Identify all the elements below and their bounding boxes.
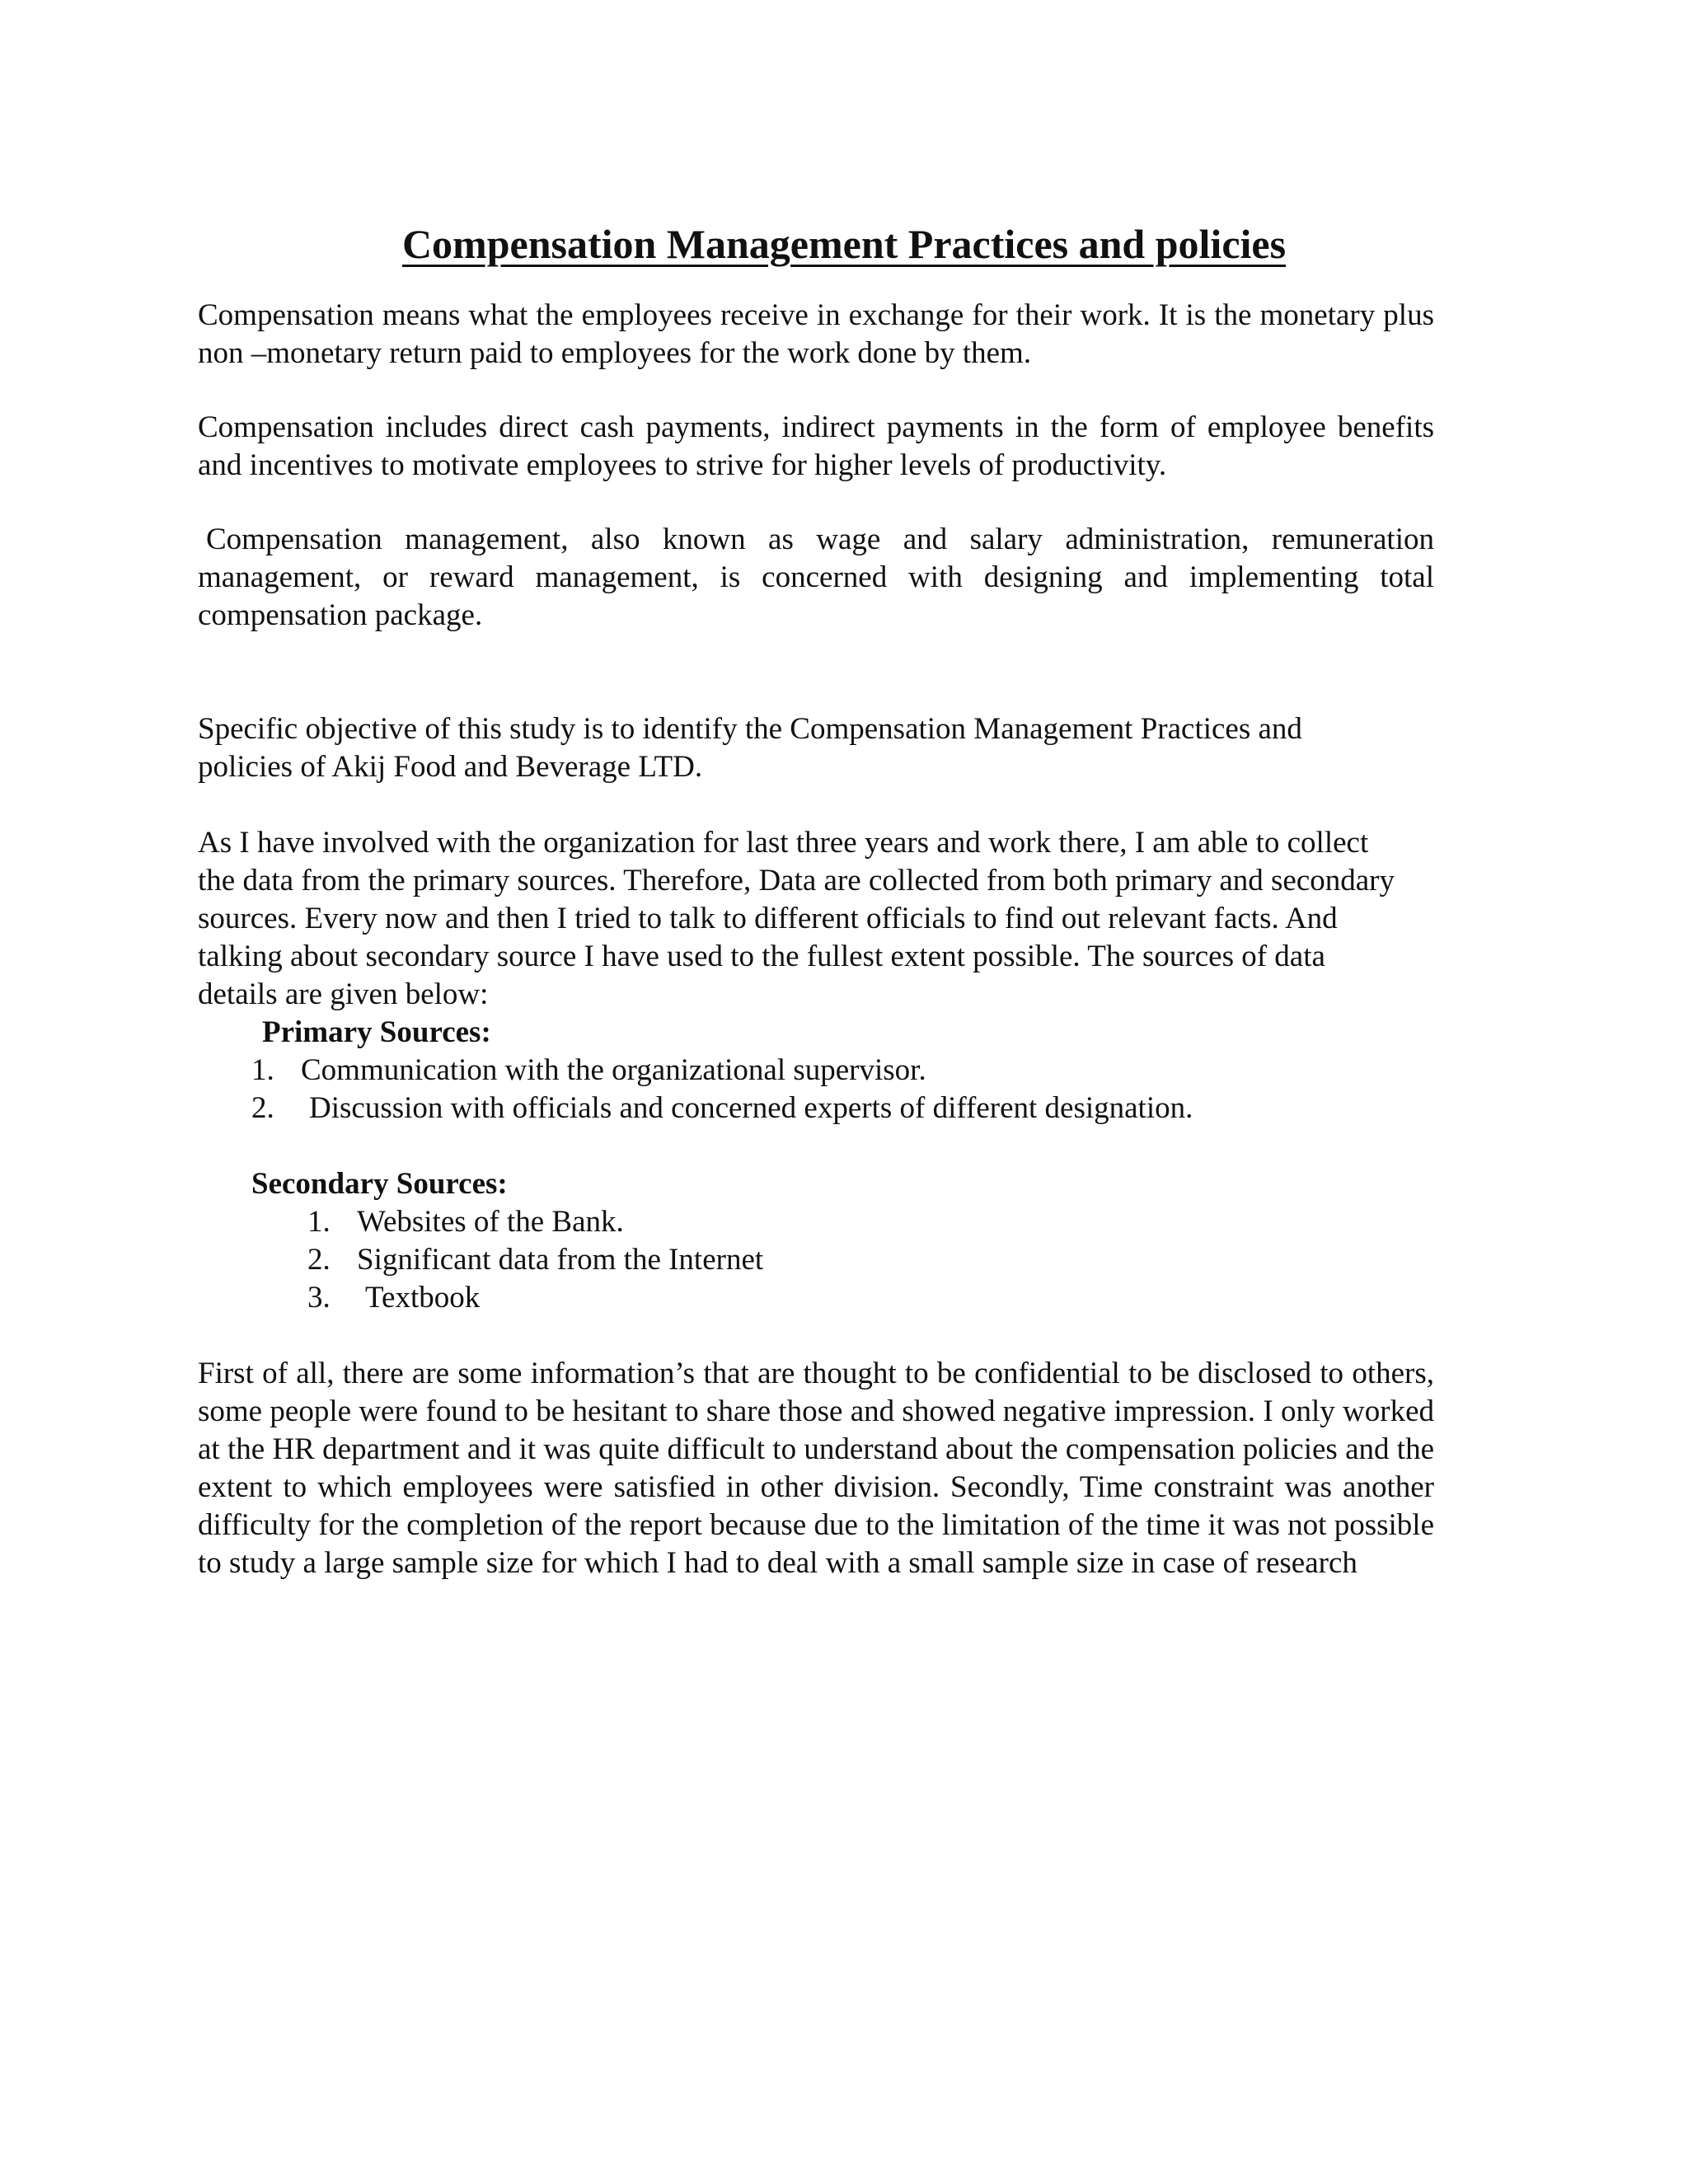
- list-item: [251, 1052, 1193, 1090]
- paragraph-objective: Specific objective of this study is to identify the Compensation Management Practices and policies of Akij Food and Beverage LTD.: [198, 712, 1302, 784]
- list-item: [251, 1090, 1193, 1127]
- primary-sources-list: [251, 1052, 1193, 1127]
- paragraph-definition: Compensation means what the employees receive in exchange for their work. It is the monetary plus non –monetary return paid to employees for the work done by them.: [198, 298, 1434, 370]
- list-item-number: 2.: [251, 1091, 274, 1125]
- page-title: Compensation Management Practices and policies: [401, 220, 1287, 267]
- secondary-sources-list: [307, 1203, 763, 1317]
- paragraph-management: Compensation management, also known as wage and salary administration, remuneration management, or reward management, is concerned with designing and implementing total compensation package.: [198, 523, 1434, 632]
- list-item-number: 1.: [251, 1053, 274, 1087]
- list-item-text: Communication with the organizational supervisor.: [301, 1053, 926, 1087]
- paragraph-limitations: First of all, there are some information’s that are thought to be confidential to be disclosed to others, some people were found to be hesitant to share those and showed negative impression. I only worked at the HR department and it was quite difficult to understand about the compensation policies and the extent to which employees were satisfied in other division. Secondly, Time constraint was another difficulty for the completion of the report because due to the limitation of the time it was not possible to study a large sample size for which I had to deal with a small sample size in case of research: [198, 1357, 1434, 1580]
- list-item-text: Textbook: [365, 1281, 481, 1315]
- list-item-number: 1.: [307, 1205, 331, 1239]
- list-item-text: Significant data from the Internet: [357, 1243, 764, 1277]
- secondary-sources-heading: Secondary Sources:: [251, 1167, 508, 1201]
- list-item-text: Websites of the Bank.: [357, 1205, 624, 1239]
- list-item-number: 2.: [307, 1243, 331, 1277]
- list-item: [307, 1241, 763, 1279]
- paragraph-includes: Compensation includes direct cash payments, indirect payments in the form of employee benefits and incentives to motivate employees to strive for higher levels of productivity.: [198, 410, 1434, 482]
- list-item-number: 3.: [307, 1281, 331, 1315]
- list-item: [307, 1203, 763, 1241]
- paragraph-data-collection: As I have involved with the organization for last three years and work there, I am able to collect the data from the primary sources. Therefore, Data are collected from both primary and secondary sources. Every now and then I tried to talk to different officials to find out relevant facts. And talking about secondary source I have used to the fullest extent possible. The sources of data details are given below:: [198, 826, 1395, 1011]
- primary-sources-heading: Primary Sources:: [262, 1015, 491, 1049]
- list-item-text: Discussion with officials and concerned experts of different designation.: [309, 1091, 1193, 1125]
- list-item: [307, 1279, 763, 1317]
